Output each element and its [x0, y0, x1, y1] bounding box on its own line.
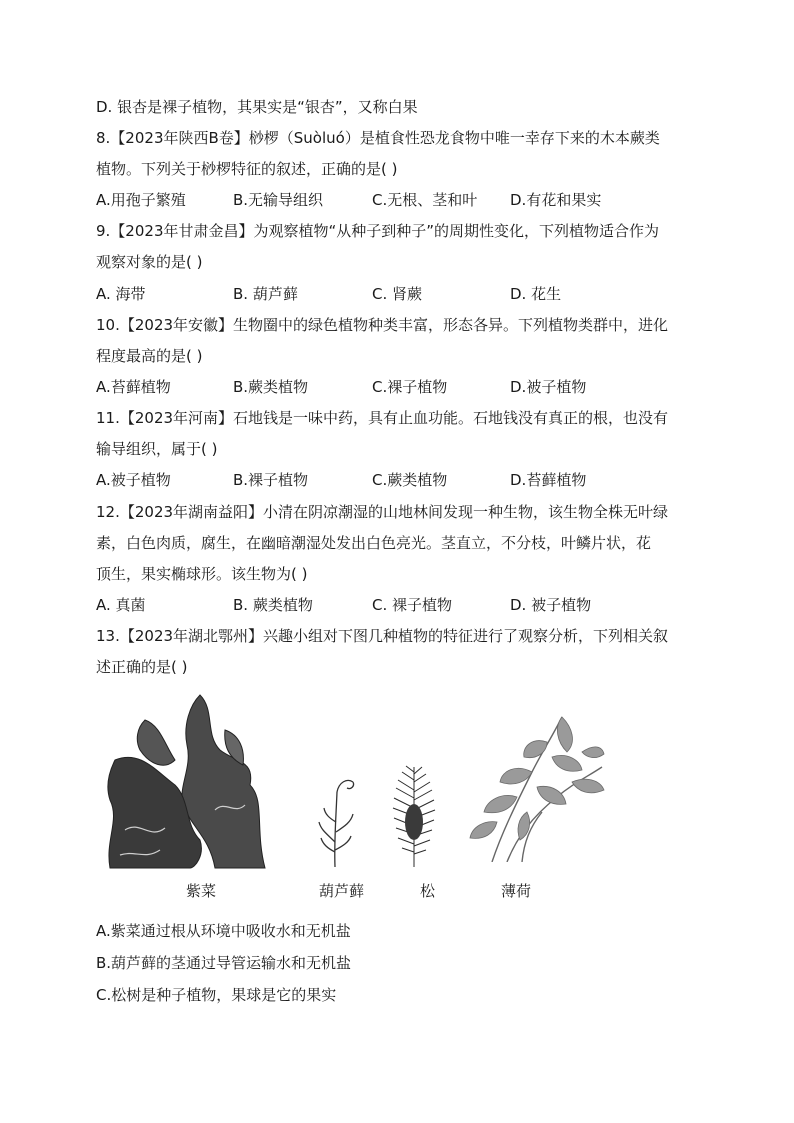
- q8-option-a: A.用孢子繁殖: [96, 191, 186, 209]
- laver-illustration: [105, 690, 270, 872]
- q12-stem-line1: 12.【2023年湖南益阳】小清在阴凉潮湿的山地林间发现一种生物，该生物全株无叶绿: [96, 503, 669, 521]
- pine-illustration: [388, 762, 440, 868]
- q10-option-d: D.被子植物: [510, 378, 587, 396]
- q13-option-c: C.松树是种子植物，果球是它的果实: [96, 986, 337, 1004]
- q7-option-d: D. 银杏是裸子植物，其果实是“银杏”，又称白果: [96, 98, 418, 116]
- q11-stem-line1: 11.【2023年河南】石地钱是一味中药，具有止血功能。石地钱没有真正的根，也没有: [96, 409, 669, 427]
- caption-mint: 薄荷: [501, 882, 532, 900]
- caption-moss: 葫芦藓: [319, 882, 365, 900]
- q13-stem-line2: 述正确的是( ): [96, 658, 188, 676]
- q9-option-b: B. 葫芦藓: [233, 285, 298, 303]
- q12-option-b: B. 蕨类植物: [233, 596, 313, 614]
- q11-option-a: A.被子植物: [96, 471, 171, 489]
- q10-stem-line2: 程度最高的是( ): [96, 347, 203, 365]
- q8-stem-line1: 8.【2023年陕西B卷】桫椤（Suòluó）是植食性恐龙食物中唯一幸存下来的木本蕨类: [96, 129, 660, 147]
- moss-illustration: [315, 772, 357, 868]
- q10-option-c: C.裸子植物: [372, 378, 448, 396]
- q11-option-c: C.蕨类植物: [372, 471, 448, 489]
- q9-option-a: A. 海带: [96, 285, 146, 303]
- caption-pine: 松: [420, 882, 436, 900]
- q11-option-d: D.苔藓植物: [510, 471, 587, 489]
- q9-stem-line2: 观察对象的是( ): [96, 253, 203, 271]
- caption-laver: 紫菜: [186, 882, 217, 900]
- q8-option-d: D.有花和果实: [510, 191, 602, 209]
- q13-option-a: A.紫菜通过根从环境中吸收水和无机盐: [96, 922, 351, 940]
- q8-option-c: C.无根、茎和叶: [372, 191, 478, 209]
- q12-option-a: A. 真菌: [96, 596, 146, 614]
- mint-illustration: [462, 712, 606, 862]
- q10-option-b: B.蕨类植物: [233, 378, 309, 396]
- q12-option-c: C. 裸子植物: [372, 596, 453, 614]
- q9-stem-line1: 9.【2023年甘肃金昌】为观察植物“从种子到种子”的周期性变化，下列植物适合作为: [96, 222, 660, 240]
- q13-option-b: B.葫芦藓的茎通过导管运输水和无机盐: [96, 954, 352, 972]
- q8-option-b: B.无输导组织: [233, 191, 324, 209]
- q8-stem-line2: 植物。下列关于桫椤特征的叙述，正确的是( ): [96, 160, 398, 178]
- q12-option-d: D. 被子植物: [510, 596, 592, 614]
- q11-stem-line2: 输导组织，属于( ): [96, 440, 218, 458]
- q9-option-d: D. 花生: [510, 285, 562, 303]
- q11-option-b: B.裸子植物: [233, 471, 309, 489]
- q10-stem-line1: 10.【2023年安徽】生物圈中的绿色植物种类丰富，形态各异。下列植物类群中，进化: [96, 316, 669, 334]
- q10-option-a: A.苔藓植物: [96, 378, 171, 396]
- q12-stem-line3: 顶生，果实椭球形。该生物为( ): [96, 565, 308, 583]
- q13-stem-line1: 13.【2023年湖北鄂州】兴趣小组对下图几种植物的特征进行了观察分析，下列相关叙: [96, 627, 669, 645]
- q9-option-c: C. 肾蕨: [372, 285, 423, 303]
- q12-stem-line2: 素，白色肉质，腐生，在幽暗潮湿处发出白色亮光。茎直立，不分枝，叶鳞片状，花: [96, 534, 652, 552]
